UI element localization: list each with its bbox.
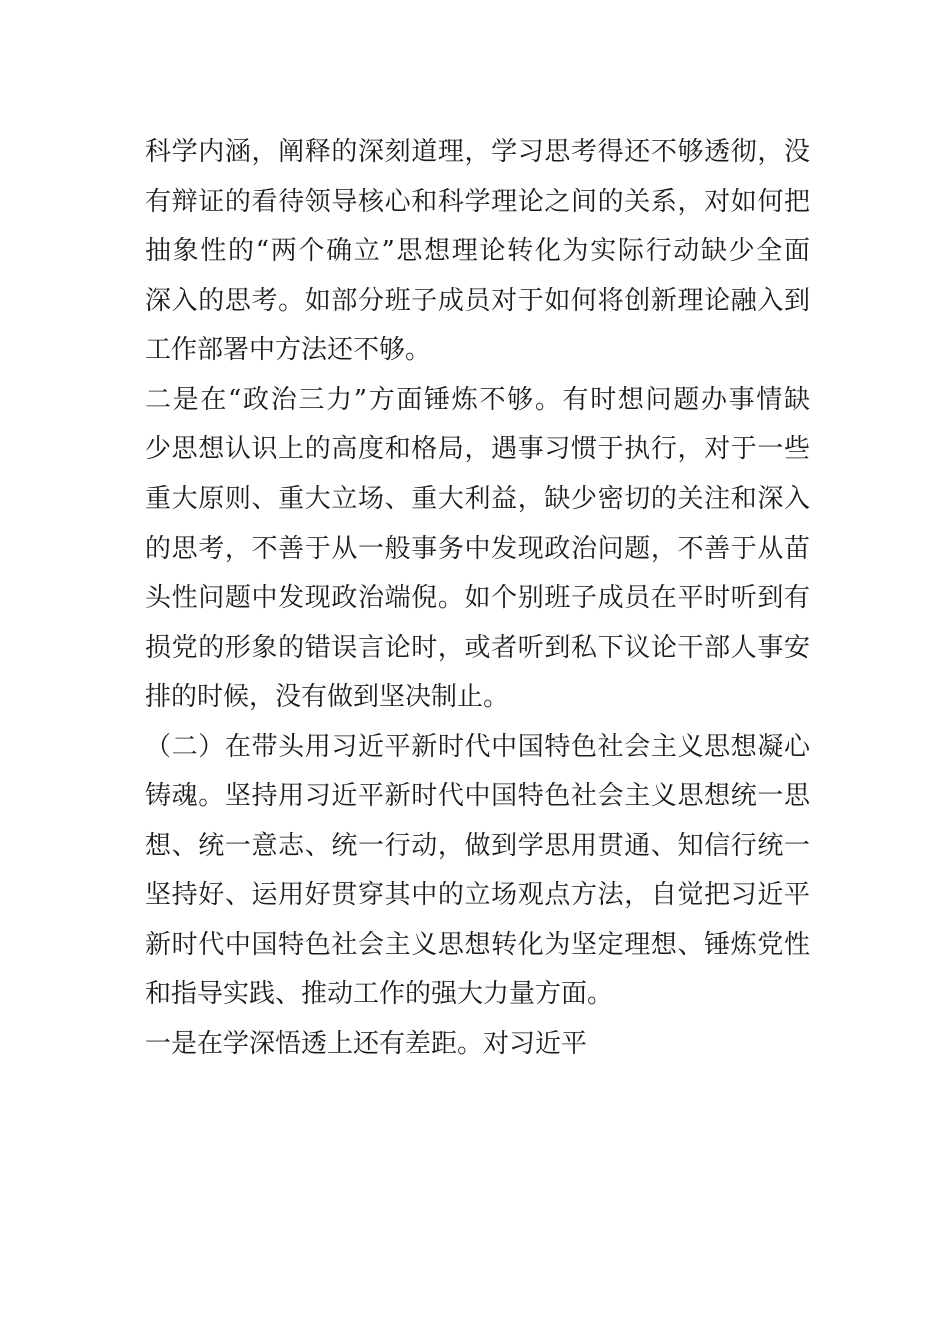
text-line: （二）在带头用习近平新时代中国特色社会主义思想凝心 [145, 732, 810, 762]
text-line: 铸魂。坚持用习近平新时代中国特色社会主义思想统一思 [145, 781, 810, 811]
text-line: 科学内涵，阐释的深刻道理，学习思考得还不够透彻，没 [145, 137, 810, 167]
text-line: 损党的形象的错误言论时，或者听到私下议论干部人事安 [145, 633, 810, 663]
text-line: 少思想认识上的高度和格局，遇事习惯于执行，对于一些 [145, 434, 810, 464]
text-line: 重大原则、重大立场、重大利益，缺少密切的关注和深入 [145, 484, 810, 514]
text-line: 头性问题中发现政治端倪。如个别班子成员在平时听到有 [145, 583, 810, 613]
text-line: 排的时候，没有做到坚决制止。 [145, 682, 510, 712]
text-line: 一是在学深悟透上还有差距。对习近平 [145, 1029, 588, 1059]
text-line: 有辩证的看待领导核心和科学理论之间的关系，对如何把 [145, 187, 810, 217]
text-line: 和指导实践、推动工作的强大力量方面。 [145, 979, 614, 1009]
text-line: 新时代中国特色社会主义思想转化为坚定理想、锤炼党性 [145, 930, 810, 960]
text-line: 的思考，不善于从一般事务中发现政治问题，不善于从苗 [145, 534, 810, 564]
text-line: 深入的思考。如部分班子成员对于如何将创新理论融入到 [145, 286, 810, 316]
text-line: 二是在“政治三力”方面锤炼不够。有时想问题办事情缺 [145, 385, 810, 415]
text-line: 抽象性的“两个确立”思想理论转化为实际行动缺少全面 [145, 236, 810, 266]
text-line: 想、统一意志、统一行动，做到学思用贯通、知信行统一 [145, 831, 810, 861]
text-line: 工作部署中方法还不够。 [145, 335, 432, 365]
text-line: 坚持好、运用好贯穿其中的立场观点方法，自觉把习近平 [145, 880, 810, 910]
